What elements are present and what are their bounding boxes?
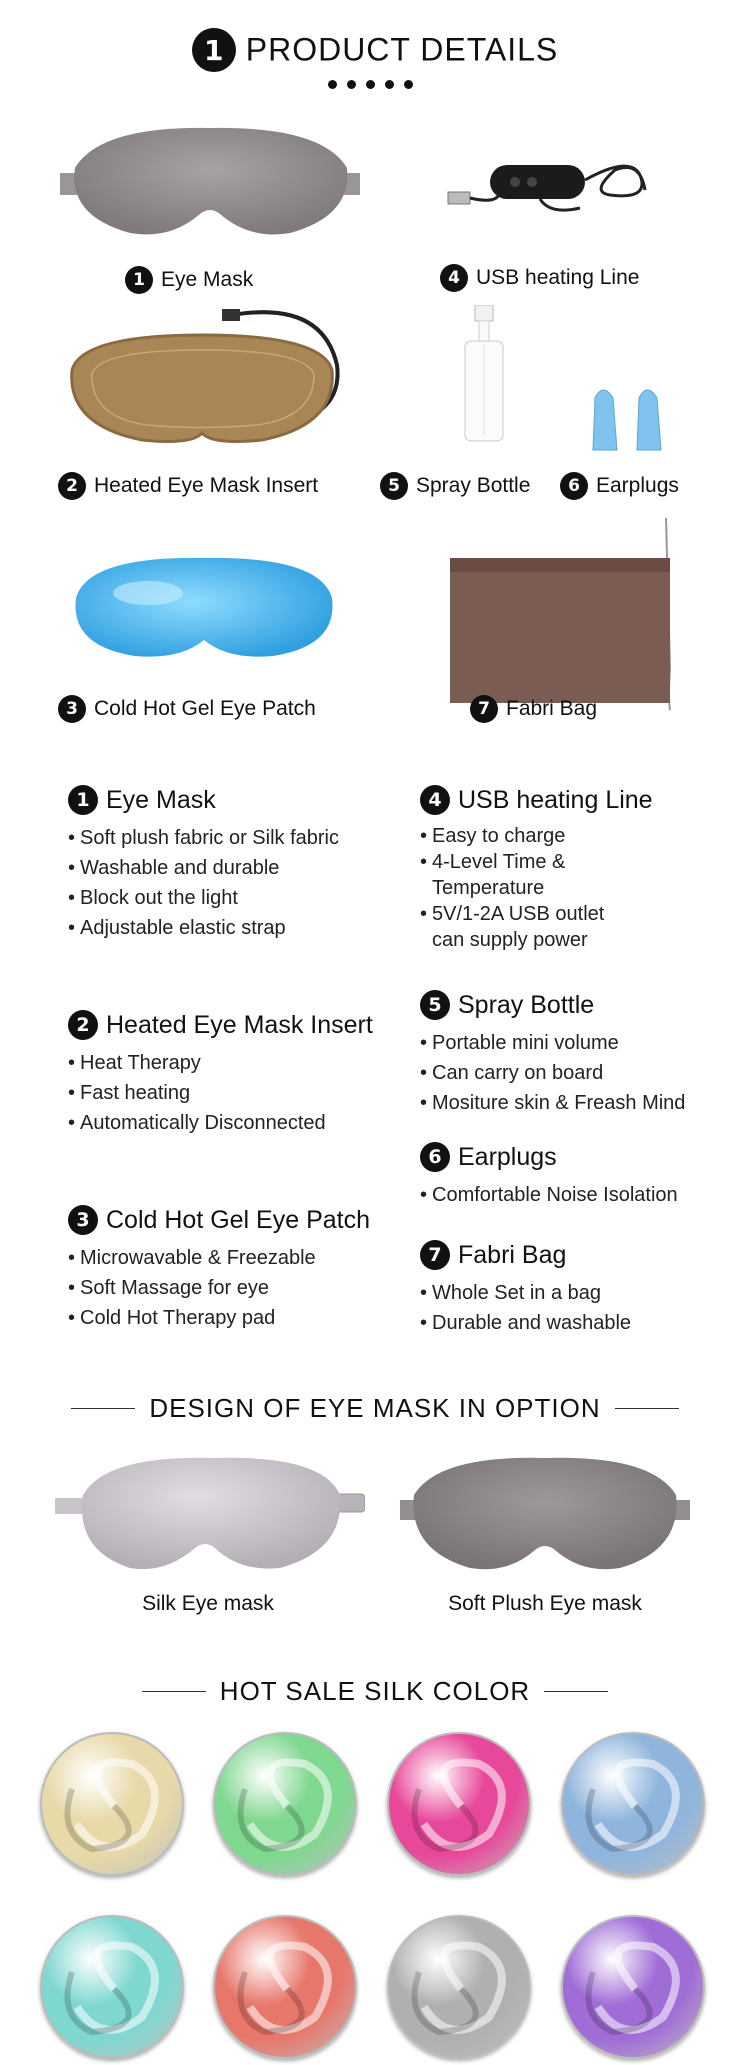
header-dots <box>328 80 413 89</box>
color-swatch <box>561 1915 705 2059</box>
part-caption-earplugs: 6 Earplugs <box>560 472 679 500</box>
heated-insert-image <box>62 305 362 460</box>
part-caption-usb-line: 4 USB heating Line <box>440 264 639 292</box>
list-item: • Soft plush fabric or Silk fabric <box>68 823 339 853</box>
detail-earplugs: 6 Earplugs • Comfortable Noise Isolation <box>420 1142 678 1210</box>
design-option-label: Soft Plush Eye mask <box>448 1592 642 1615</box>
eye-mask-image <box>60 118 360 253</box>
list-item: • Microwavable & Freezable <box>68 1243 370 1273</box>
color-swatch <box>387 1732 531 1876</box>
color-swatch <box>213 1915 357 2059</box>
detail-eye-mask: 1 Eye Mask • Soft plush fabric or Silk fabric • Washable and durable • Block out the light • Adjustable elastic strap <box>68 785 339 943</box>
detail-gel-patch: 3 Cold Hot Gel Eye Patch • Microwavable & Freezable • Soft Massage for eye • Cold Hot Therapy pad <box>68 1205 370 1333</box>
list-item: • Easy to charge <box>420 823 653 849</box>
list-item: • Portable mini volume <box>420 1028 685 1058</box>
colors-section-title: HOT SALE SILK COLOR <box>0 1676 750 1707</box>
spray-bottle-image <box>455 305 515 445</box>
list-item: • 5V/1-2A USB outlet <box>420 901 653 927</box>
list-item: • Comfortable Noise Isolation <box>420 1180 678 1210</box>
detail-usb-line: 4 USB heating Line • Easy to charge • 4-Level Time & Temperature • 5V/1-2A USB outlet can supply power <box>420 785 653 953</box>
list-item: • Block out the light <box>68 883 339 913</box>
list-item-continued: Temperature <box>432 877 545 899</box>
list-item: • Mositure skin & Freash Mind <box>420 1088 685 1118</box>
list-item: • Can carry on board <box>420 1058 685 1088</box>
list-item: • 4-Level Time & <box>420 849 653 875</box>
earplugs-image <box>585 380 680 455</box>
fabric-bag-image <box>448 518 678 713</box>
color-swatch <box>213 1732 357 1876</box>
color-swatch <box>561 1732 705 1876</box>
color-swatch <box>40 1732 184 1876</box>
part-caption-eye-mask: 1 Eye Mask <box>125 266 253 294</box>
plush-eye-mask-image <box>400 1450 690 1580</box>
list-item: • Adjustable elastic strap <box>68 913 339 943</box>
list-item: • Whole Set in a bag <box>420 1278 631 1308</box>
part-caption-gel-patch: 3 Cold Hot Gel Eye Patch <box>58 695 316 723</box>
color-swatch <box>387 1915 531 2059</box>
header-number-badge: 1 <box>192 28 236 72</box>
part-caption-spray-bottle: 5 Spray Bottle <box>380 472 530 500</box>
usb-line-image <box>440 150 660 220</box>
list-item: • Cold Hot Therapy pad <box>68 1303 370 1333</box>
detail-heated-insert: 2 Heated Eye Mask Insert • Heat Therapy • Fast heating • Automatically Disconnected <box>68 1010 373 1138</box>
page-header <box>0 28 750 72</box>
design-option-label: Silk Eye mask <box>142 1592 274 1615</box>
page-title: PRODUCT DETAILS <box>245 31 559 68</box>
detail-fabric-bag: 7 Fabri Bag • Whole Set in a bag • Durable and washable <box>420 1240 631 1338</box>
part-caption-heated-insert: 2 Heated Eye Mask Insert <box>58 472 318 500</box>
detail-spray-bottle: 5 Spray Bottle • Portable mini volume • Can carry on board • Mositure skin & Freash Mind <box>420 990 685 1118</box>
list-item: • Soft Massage for eye <box>68 1273 370 1303</box>
color-swatch <box>40 1915 184 2059</box>
list-item: • Durable and washable <box>420 1308 631 1338</box>
silk-eye-mask-image <box>55 1450 365 1580</box>
list-item: • Washable and durable <box>68 853 339 883</box>
part-caption-fabric-bag: 7 Fabri Bag <box>470 695 597 723</box>
design-section-title: DESIGN OF EYE MASK IN OPTION <box>0 1393 750 1424</box>
list-item: • Fast heating <box>68 1078 373 1108</box>
gel-patch-image <box>68 548 340 663</box>
list-item: • Heat Therapy <box>68 1048 373 1078</box>
list-item: • Automatically Disconnected <box>68 1108 373 1138</box>
list-item-continued: can supply power <box>432 929 588 951</box>
